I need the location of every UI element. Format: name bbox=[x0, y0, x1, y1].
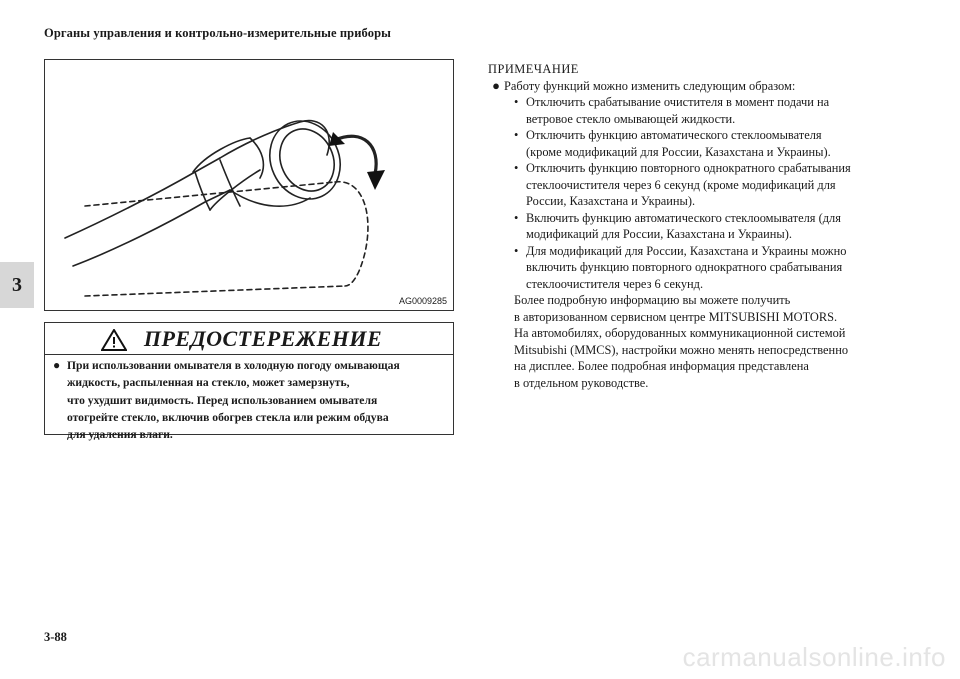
page-number: 3-88 bbox=[44, 630, 67, 644]
wiper-lever-illustration bbox=[44, 59, 454, 311]
list-item-line: ветровое стекло омывающей жидкости. bbox=[526, 111, 736, 126]
warning-line: отогрейте стекло, включив обогрев стекла или режим обдува bbox=[67, 410, 389, 424]
note-intro: Работу функций можно изменить следующим образом: bbox=[504, 78, 796, 93]
list-item: • Отключить функцию автоматического стеклоомывателя (кроме модификаций для России, Казахстана и Украины). bbox=[514, 128, 831, 159]
note-label: ПРИМЕЧАНИЕ bbox=[488, 62, 579, 76]
list-item: • Отключить срабатывание очистителя в момент подачи на ветровое стекло омывающей жидкости. bbox=[514, 95, 830, 126]
warning-title: ПРЕДОСТЕРЕЖЕНИЕ bbox=[143, 325, 383, 351]
list-item-line: России, Казахстана и Украины). bbox=[526, 194, 696, 208]
list-item-line: Включить функцию автоматического стеклоомывателя (для bbox=[526, 210, 841, 225]
list-item-line: Отключить срабатывание очистителя в момент подачи на bbox=[526, 95, 830, 109]
list-item: • Включить функцию автоматического стеклоомывателя (для модификаций для России, Казахстана и Украины). bbox=[514, 210, 841, 241]
paragraph-line: Более подробную информацию вы можете получить bbox=[514, 293, 791, 307]
warning-box bbox=[44, 322, 454, 442]
warning-triangle-icon bbox=[101, 329, 127, 351]
list-item-line: (кроме модификаций для России, Казахстана и Украины). bbox=[526, 144, 831, 159]
lever-drawing bbox=[45, 60, 453, 310]
figure-code: AG0009285 bbox=[398, 296, 447, 306]
chapter-tab: 3 bbox=[0, 262, 34, 308]
warning-line: жидкость, распыленная на стекло, может замерзнуть, bbox=[67, 376, 350, 390]
list-item-line: Для модификаций для России, Казахстана и Украины можно bbox=[526, 243, 847, 258]
paragraph-line: в авторизованном сервисном центре MITSUBISHI MOTORS. bbox=[514, 309, 838, 324]
paragraph-line: На автомобилях, оборудованных коммуникационной системой bbox=[514, 326, 846, 340]
list-item-line: Отключить функцию автоматического стеклоомывателя bbox=[526, 128, 822, 142]
paragraph-line: на дисплее. Более подробная информация представлена bbox=[514, 359, 809, 373]
list-item-line: стеклоочистителя через 6 секунд (кроме модификаций для bbox=[526, 177, 836, 192]
bullet-icon: ● bbox=[53, 358, 61, 372]
watermark: carmanualsonline.info bbox=[682, 642, 946, 672]
list-item-line: стеклоочистителя через 6 секунд. bbox=[526, 276, 704, 291]
warning-line: При использовании омывателя в холодную погоду омывающая bbox=[67, 359, 400, 372]
list-item: • Для модификаций для России, Казахстана и Украины можно включить функцию повторного однократного срабатывания стеклоочистителя через 6 секунд. bbox=[514, 243, 847, 291]
list-item-line: Отключить функцию повторного однократного срабатывания bbox=[526, 161, 851, 175]
warning-text bbox=[53, 357, 445, 443]
note-paragraph bbox=[488, 292, 908, 391]
bullet-icon: ● bbox=[492, 77, 500, 93]
note-options-list bbox=[488, 94, 908, 292]
paragraph-line: Mitsubishi (MMCS), настройки можно менять непосредственно bbox=[514, 342, 849, 357]
list-item: • Отключить функцию повторного однократного срабатывания стеклоочистителя через 6 секунд (кроме модификаций для России, Казахстана и Украины). bbox=[514, 161, 851, 208]
warning-line: для удаления влаги. bbox=[67, 428, 173, 442]
list-item-line: модификаций для России, Казахстана и Украины). bbox=[526, 227, 792, 241]
page-header: Органы управления и контрольно-измерительные приборы bbox=[44, 26, 391, 40]
warning-line: что ухудшит видимость. Перед использованием омывателя bbox=[67, 393, 378, 407]
list-item-line: включить функцию повторного однократного срабатывания bbox=[526, 260, 843, 274]
paragraph-line: в отдельном руководстве. bbox=[514, 375, 649, 390]
warning-header bbox=[45, 323, 453, 355]
note-section bbox=[488, 61, 908, 391]
